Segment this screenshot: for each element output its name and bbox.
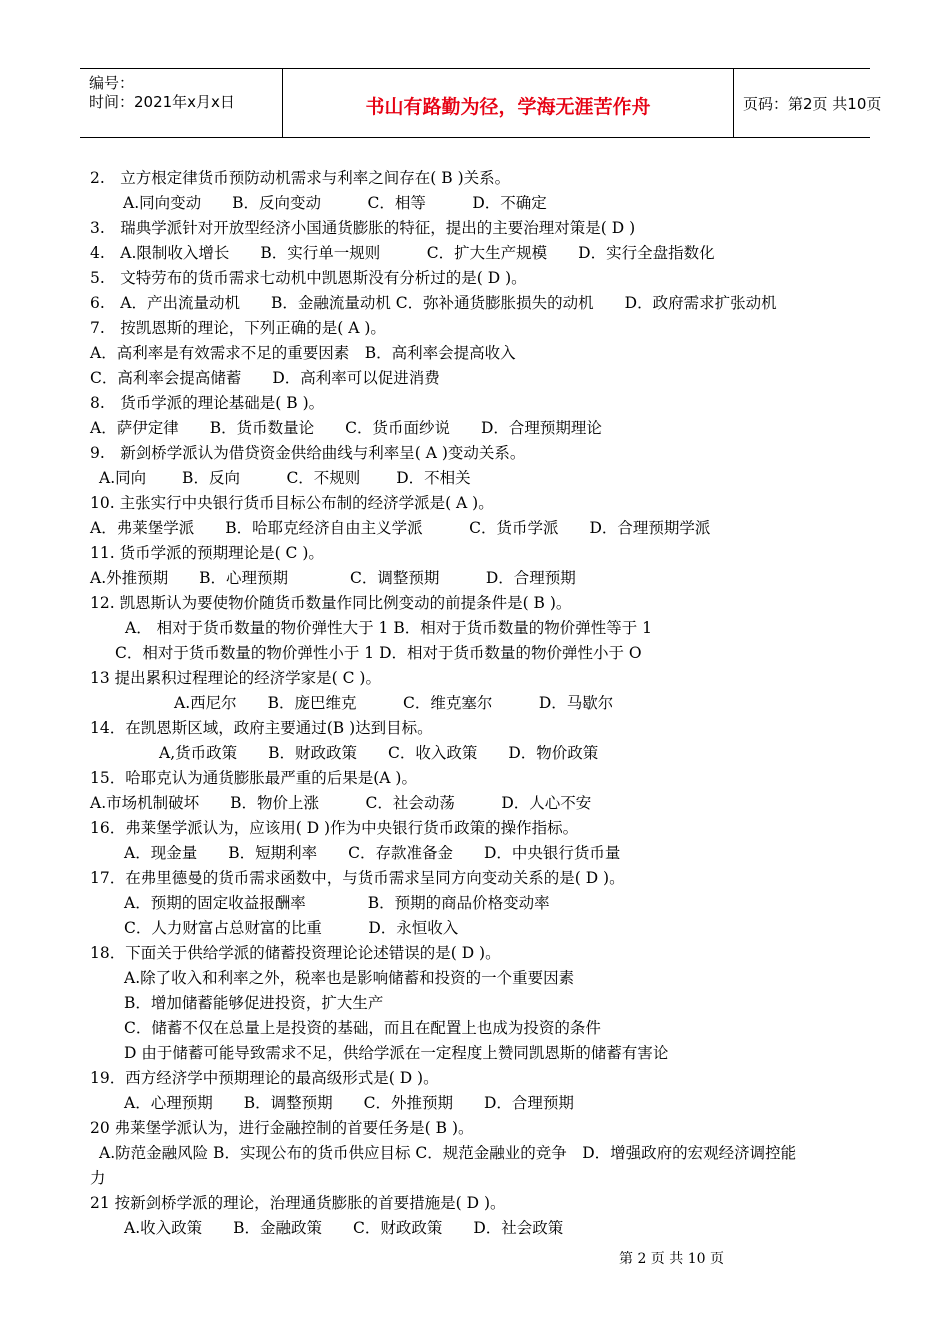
page-footer: 第 2 页 共 10 页 xyxy=(619,1251,724,1267)
answer-options: C．高利率会提高储蓄 D．高利率可以促进消费 xyxy=(90,369,440,387)
question-line: 20 弗莱堡学派认为，进行金融控制的首要任务是( B )。 xyxy=(90,1119,474,1137)
header-info-cell xyxy=(80,69,283,137)
answer-options: A.防范金融风险 B．实现公布的货币供应目标 C．规范金融业的竞争 D．增强政府的宏观经济调控能 xyxy=(99,1144,797,1162)
question-line: 14．在凯恩斯区域，政府主要通过(B )达到目标。 xyxy=(90,719,433,737)
page-info: 页码：第2页 共10页 xyxy=(743,95,882,113)
question-line: 12. 凯恩斯认为要使物价随货币数量作同比例变动的前提条件是( B )。 xyxy=(90,594,572,612)
question-line: 16．弗莱堡学派认为，应该用( D )作为中央银行货币政策的操作指标。 xyxy=(90,819,579,837)
page-header xyxy=(80,68,882,138)
question-line: 10. 主张实行中央银行货币目标公布制的经济学派是( A )。 xyxy=(90,494,494,512)
answer-options: A．萨伊定律 B．货币数量论 C．货币面纱说 D．合理预期理论 xyxy=(90,419,602,437)
answer-options: 力 xyxy=(90,1169,106,1187)
number-label: 编号： xyxy=(89,74,135,92)
question-line: 17．在弗里德曼的货币需求函数中，与货币需求呈同方向变动关系的是( D )。 xyxy=(90,869,625,887)
answer-options: 4. A.限制收入增长 B．实行单一规则 C．扩大生产规模 D．实行全盘指数化 xyxy=(90,244,715,262)
answer-options: A.收入政策 B．金融政策 C．财政政策 D．社会政策 xyxy=(124,1219,564,1237)
answer-options: 6. A．产出流量动机 B．金融流量动机 C．弥补通货膨胀损失的动机 D．政府需求扩张动机 xyxy=(90,294,777,312)
answer-options: D 由于储蓄可能导致需求不足，供给学派在一定程度上赞同凯恩斯的储蓄有害论 xyxy=(124,1044,669,1062)
question-line: 15．哈耶克认为通货膨胀最严重的后果是(A )。 xyxy=(90,769,417,787)
answer-options: A． 相对于货币数量的物价弹性大于 1 B．相对于货币数量的物价弹性等于 1 xyxy=(125,619,653,637)
header-page-cell xyxy=(734,69,882,137)
motto-text: 书山有路勤为径，学海无涯苦作舟 xyxy=(365,96,651,118)
answer-options: C．储蓄不仅在总量上是投资的基础，而且在配置上也成为投资的条件 xyxy=(124,1019,601,1037)
answer-options: C．人力财富占总财富的比重 D．永恒收入 xyxy=(124,919,459,937)
answer-options: A.西尼尔 B．庞巴维克 C．维克塞尔 D．马歇尔 xyxy=(174,694,614,712)
answer-options: A.同向变动 B．反向变动 C．相等 D．不确定 xyxy=(123,194,547,212)
question-line: 2. 立方根定律货币预防动机需求与利率之间存在( B )关系。 xyxy=(90,169,511,187)
answer-options: A.除了收入和利率之外，税率也是影响储蓄和投资的一个重要因素 xyxy=(124,969,575,987)
question-line: 8. 货币学派的理论基础是( B )。 xyxy=(90,394,325,412)
answer-options: A．预期的固定收益报酬率 B．预期的商品价格变动率 xyxy=(124,894,550,912)
answer-options: A．心理预期 B．调整预期 C．外推预期 D．合理预期 xyxy=(124,1094,574,1112)
question-line: 21 按新剑桥学派的理论，治理通货膨胀的首要措施是( D )。 xyxy=(90,1194,506,1212)
question-line: 19．西方经济学中预期理论的最高级形式是( D )。 xyxy=(90,1069,439,1087)
question-line: 5. 文特劳布的货币需求七动机中凯恩斯没有分析过的是( D )。 xyxy=(90,269,527,287)
question-line: 11. 货币学派的预期理论是( C )。 xyxy=(90,544,324,562)
header-motto-cell xyxy=(283,69,734,137)
answer-options: A.市场机制破坏 B．物价上涨 C．社会动荡 D．人心不安 xyxy=(90,794,592,812)
question-line: 3. 瑞典学派针对开放型经济小国通货膨胀的特征，提出的主要治理对策是( D ) xyxy=(90,219,636,237)
answer-options: A.同向 B．反向 C．不规则 D．不相关 xyxy=(99,469,471,487)
answer-options: A,货币政策 B．财政政策 C．收入政策 D．物价政策 xyxy=(159,744,599,762)
answer-options: A.外推预期 B．心理预期 C．调整预期 D．合理预期 xyxy=(90,569,576,587)
question-line: 13 提出累积过程理论的经济学家是( C )。 xyxy=(90,669,381,687)
question-line: 7. 按凯恩斯的理论，下列正确的是( A )。 xyxy=(90,319,386,337)
answer-options: A．现金量 B．短期利率 C．存款准备金 D．中央银行货币量 xyxy=(124,844,621,862)
answer-options: A．高利率是有效需求不足的重要因素 B．高利率会提高收入 xyxy=(90,344,516,362)
answer-options: B．增加储蓄能够促进投资，扩大生产 xyxy=(124,994,384,1012)
answer-options: C．相对于货币数量的物价弹性小于 1 D．相对于货币数量的物价弹性小于 O xyxy=(115,644,642,662)
question-line: 18．下面关于供给学派的储蓄投资理论论述错误的是( D )。 xyxy=(90,944,501,962)
question-line: 9. 新剑桥学派认为借贷资金供给曲线与利率呈( A )变动关系。 xyxy=(90,444,526,462)
time-label: 时间：2021年x月x日 xyxy=(89,93,235,111)
answer-options: A．弗莱堡学派 B．哈耶克经济自由主义学派 C．货币学派 D．合理预期学派 xyxy=(90,519,711,537)
